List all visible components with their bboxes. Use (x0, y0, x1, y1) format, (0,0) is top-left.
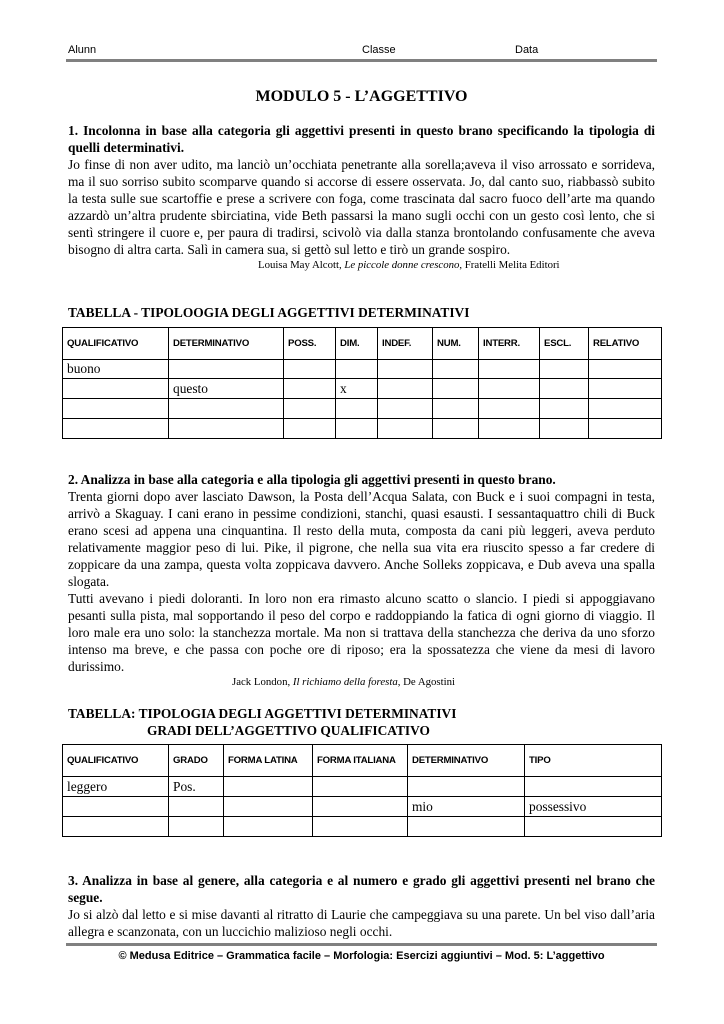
table-header-cell: QUALIFICATIVO (63, 328, 169, 360)
table-header-cell: DETERMINATIVO (408, 745, 525, 777)
table-cell (540, 399, 589, 419)
table-cell (408, 817, 525, 837)
table-header-cell: QUALIFICATIVO (63, 745, 169, 777)
table-1-header-row (63, 328, 662, 360)
table-cell (589, 399, 662, 419)
table-cell (224, 817, 313, 837)
table-cell (433, 419, 479, 439)
class-label: Classe (362, 44, 396, 56)
table-header-cell: ESCL. (540, 328, 589, 360)
table-cell (284, 360, 336, 379)
table-cell: possessivo (525, 797, 662, 817)
table-2 (62, 744, 662, 837)
page-title: MODULO 5 - L’AGGETTIVO (255, 88, 468, 105)
table-cell (433, 360, 479, 379)
table-header-cell: FORMA LATINA (224, 745, 313, 777)
exercise-2-source (68, 675, 655, 689)
table-row (63, 777, 662, 797)
source-title: Le piccole donne crescono (344, 259, 460, 271)
table-header-cell: RELATIVO (589, 328, 662, 360)
source-author: Jack London, (232, 676, 293, 688)
exercise-2 (68, 471, 655, 689)
table-header-cell: TIPO (525, 745, 662, 777)
table-cell (378, 360, 433, 379)
source-title: Il richiamo della foresta (292, 676, 398, 688)
table-cell (479, 419, 540, 439)
table-cell (169, 399, 284, 419)
table-header-cell: DIM. (336, 328, 378, 360)
source-author: Louisa May Alcott, (258, 259, 345, 271)
table-cell (313, 797, 408, 817)
table-cell (589, 379, 662, 399)
table-cell (540, 419, 589, 439)
table-cell (336, 419, 378, 439)
table-cell (479, 379, 540, 399)
table-cell (378, 379, 433, 399)
page-footer: © Medusa Editrice – Grammatica facile – Morfologia: Esercizi aggiuntivi – Mod. 5: L’aggettivo (118, 950, 605, 962)
table-cell (378, 399, 433, 419)
table-cell (169, 797, 224, 817)
table-row (63, 817, 662, 837)
exercise-1-source (68, 258, 655, 272)
table-2-title-line-2: GRADI DELL’AGGETTIVO QUALIFICATIVO (147, 723, 430, 738)
table-cell (313, 777, 408, 797)
table-cell (336, 399, 378, 419)
table-row (63, 360, 662, 379)
table-header-cell: INDEF. (378, 328, 433, 360)
date-label: Data (515, 44, 539, 56)
table-1 (62, 327, 662, 439)
table-cell (589, 360, 662, 379)
table-cell (169, 419, 284, 439)
table-cell: questo (169, 379, 284, 399)
table-cell (479, 360, 540, 379)
table-cell (408, 777, 525, 797)
table-cell (224, 777, 313, 797)
table-row (63, 399, 662, 419)
exercise-1-question: 1. Incolonna in base alla categoria gli aggettivi presenti in questo brano specificando la tipologia di quelli determinativi. (68, 123, 655, 155)
exercise-1 (68, 122, 655, 272)
table-header-cell: DETERMINATIVO (169, 328, 284, 360)
table-cell (284, 399, 336, 419)
table-cell (525, 777, 662, 797)
table-row (63, 797, 662, 817)
table-cell (336, 360, 378, 379)
table-cell (540, 360, 589, 379)
footer-rule (66, 943, 657, 946)
student-name-label: Alunn (68, 44, 97, 56)
table-cell (433, 399, 479, 419)
table-cell (479, 399, 540, 419)
table-header-cell: NUM. (433, 328, 479, 360)
table-cell (63, 797, 169, 817)
table-row (63, 379, 662, 399)
table-header-cell: POSS. (284, 328, 336, 360)
table-cell (378, 419, 433, 439)
table-cell (433, 379, 479, 399)
table-2-header-row (63, 745, 662, 777)
table-cell (284, 419, 336, 439)
table-cell (63, 419, 169, 439)
table-header-cell: FORMA ITALIANA (313, 745, 408, 777)
source-publisher: , Fratelli Melita Editori (459, 259, 560, 271)
table-cell (284, 379, 336, 399)
student-header (66, 44, 656, 58)
header-rule (66, 59, 657, 62)
exercise-3-question: 3. Analizza in base al genere, alla categoria e al numero e grado gli aggettivi presenti nel brano che segue. (68, 873, 655, 905)
table-cell (589, 419, 662, 439)
exercise-3-text: Jo si alzò dal letto e si mise davanti al ritratto di Laurie che campeggiava su una parete. Un bel viso dall’aria allegra e scanzonata, con un luccichio malizioso negli occhi. (68, 907, 655, 939)
table-cell (63, 399, 169, 419)
exercise-2-paragraph-2: Tutti avevano i piedi doloranti. In loro non era rimasto alcuno scatto o slancio. I piedi si appoggiavano pesanti sulla pista, mal sopportando il peso del corpo e raddoppiando la fatica di ogni giorno di viaggio. Il loro male era uno solo: la stanchezza mortale. Ma non si trattava della stanchezza che deriva da uno sforzo intenso ma breve, e che passa con poche ore di riposo; era la spossatezza che viene da mesi di lavoro durissimo. (68, 591, 655, 674)
table-cell (313, 817, 408, 837)
table-row (63, 419, 662, 439)
table-2-title (68, 705, 456, 739)
exercise-3 (68, 872, 655, 940)
table-header-cell: GRADO (169, 745, 224, 777)
table-cell: x (336, 379, 378, 399)
source-publisher: , De Agostini (397, 676, 456, 688)
table-header-cell: INTERR. (479, 328, 540, 360)
table-cell: mio (408, 797, 525, 817)
table-cell (540, 379, 589, 399)
table-cell: leggero (63, 777, 169, 797)
table-cell (525, 817, 662, 837)
table-cell: buono (63, 360, 169, 379)
table-1-title: TABELLA - TIPOLOOGIA DEGLI AGGETTIVI DETERMINATIVI (68, 305, 470, 320)
table-cell (224, 797, 313, 817)
table-cell (63, 817, 169, 837)
table-cell (63, 379, 169, 399)
table-2-title-line-1: TABELLA: TIPOLOGIA DEGLI AGGETTIVI DETERMINATIVI (68, 706, 457, 721)
table-cell (169, 360, 284, 379)
exercise-2-paragraph-1: Trenta giorni dopo aver lasciato Dawson, la Posta dell’Acqua Salata, con Buck e i suoi compagni in testa, arrivò a Skaguay. I cani erano in pessime condizioni, stanchi, quasi esausti. I sessantaquattro chili di Buck erano scesi ad appena una cinquantina. Il resto della muta, composta da cani più leggeri, aveva perduto relativamente maggior peso di lui. Pike, il pigrone, che nella sua vita era riuscito spesso a far credere di zoppicare da una zampa, questa volta zoppicava davvero. Anche Solleks zoppicava, e Dub aveva una spalla slogata. (68, 489, 655, 589)
table-cell (169, 817, 224, 837)
exercise-1-text: Jo finse di non aver udito, ma lanciò un’occhiata penetrante alla sorella;aveva il viso arrossato e sorrideva, ma il suo sorriso subito scomparve quando si accorse di essere osservata. Jo, dal canto suo, riabbassò subito la testa sulle sue scartoffie e prese a scrivere con foga, come trascinata dal sacro fuoco dell’arte ma quando azzardò un’altra prudente sbirciatina, vide Beth passarsi la mano sugli occhi con un gesto così lento, che si sentì stringere il cuore e, per paura di tradirsi, scivolò via dalla stanza brontolando confusamente che aveva bisogno di altra carta. Salì in camera sua, si gettò sul letto e tirò un grande sospiro. (68, 157, 655, 257)
table-cell: Pos. (169, 777, 224, 797)
exercise-2-question: 2. Analizza in base alla categoria e alla tipologia gli aggettivi presenti in questo brano. (68, 472, 556, 487)
